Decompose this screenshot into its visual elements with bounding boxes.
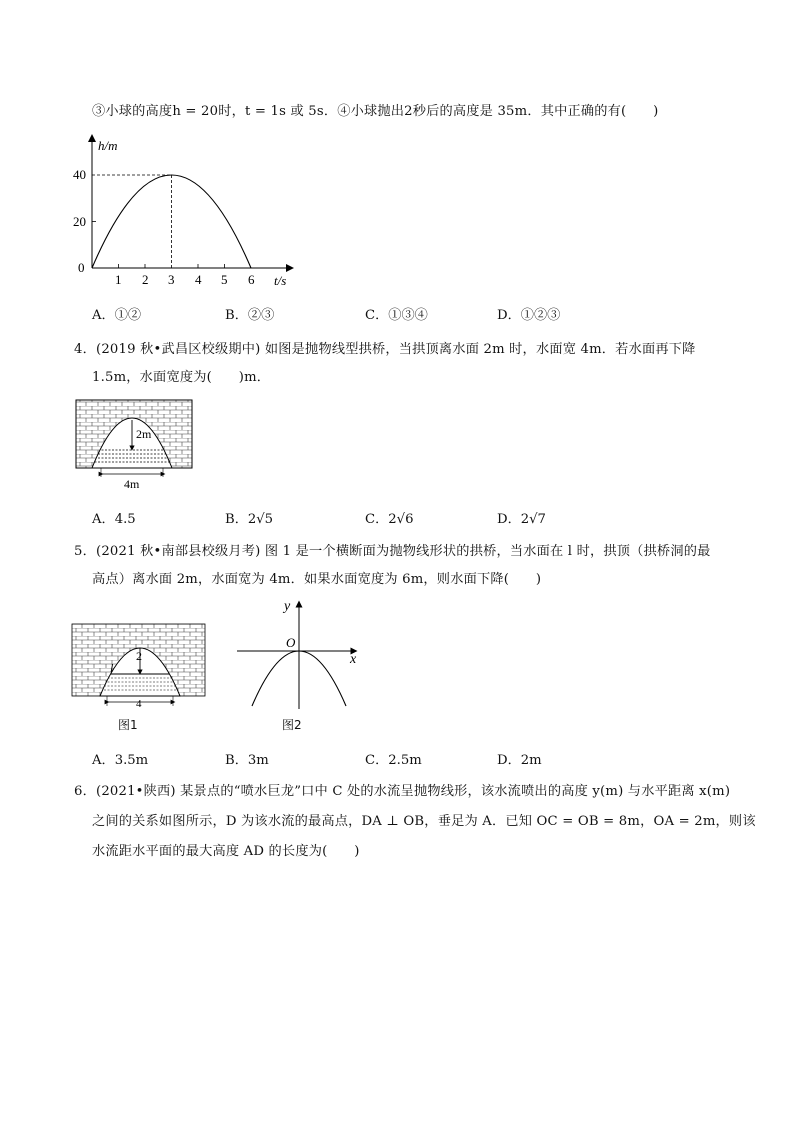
- y-tick-40: 40: [73, 167, 86, 182]
- x-axis-label: x: [350, 652, 357, 667]
- x-axis-label: t/s: [274, 273, 287, 288]
- q6-stem-line2: 之间的关系如图所示，D 为该水流的最高点，DA ⊥ OB，垂足为 A．已知 OC = OB = 8m，OA = 2m，则该: [92, 814, 756, 829]
- q3-option-b: B．②③: [225, 308, 275, 323]
- y-tick-20: 20: [73, 214, 86, 229]
- q4-option-d: D．2√7: [497, 512, 546, 527]
- q4-width-label: 4m: [124, 477, 140, 490]
- x-tick-6: 6: [248, 272, 255, 287]
- q5-option-a: A．3.5m: [92, 753, 149, 768]
- q5-width-label: 4: [136, 698, 142, 710]
- q5-height-label: 2: [136, 649, 142, 663]
- q4-stem-line1: 4．(2019 秋•武昌区校级期中) 如图是抛物线型拱桥，当拱顶离水面 2m 时，水面宽 4m．若水面再下降: [74, 342, 696, 357]
- q5-figure1-caption: 图1: [118, 718, 138, 732]
- q4-bridge-figure: [74, 398, 194, 490]
- q3-option-d: D．①②③: [497, 308, 561, 323]
- q5-option-d: D．2m: [497, 753, 542, 768]
- y-axis-label: h/m: [98, 138, 118, 153]
- x-tick-2: 2: [142, 272, 149, 287]
- q4-option-c: C．2√6: [365, 512, 414, 527]
- q3-height-time-graph: [60, 130, 320, 290]
- q5-figure2-caption: 图2: [282, 718, 302, 732]
- x-tick-4: 4: [195, 272, 202, 287]
- x-tick-5: 5: [221, 272, 228, 287]
- q3-option-c: C．①③④: [365, 308, 428, 323]
- x-tick-3: 3: [168, 272, 175, 287]
- q3-stem-tail: ③小球的高度h = 20时，t = 1s 或 5s．④小球抛出2秒后的高度是 35m．其中正确的有( ): [92, 104, 659, 119]
- q5-figure1-bridge: [70, 620, 210, 710]
- q6-stem-line1: 6．(2021•陕西) 某景点的“喷水巨龙”口中 C 处的水流呈抛物线形，该水流喷出的高度 y(m) 与水平距离 x(m): [74, 784, 731, 799]
- q4-option-b: B．2√5: [225, 512, 274, 527]
- y-tick-0: 0: [78, 260, 85, 275]
- y-axis-label: y: [284, 599, 291, 614]
- q4-stem-line2: 1.5m，水面宽度为( )m．: [92, 370, 271, 385]
- q5-option-b: B．3m: [225, 753, 269, 768]
- q5-stem-line2: 高点）离水面 2m，水面宽为 4m．如果水面宽度为 6m，则水面下降( ): [92, 572, 542, 587]
- q4-option-a: A．4.5: [92, 512, 136, 527]
- q4-height-label: 2m: [136, 427, 152, 441]
- q5-water-label: l: [110, 661, 114, 675]
- x-tick-1: 1: [115, 272, 122, 287]
- q5-figure2-axes: [232, 596, 368, 711]
- origin-label: O: [286, 635, 296, 650]
- q3-option-a: A．①②: [92, 308, 142, 323]
- q5-stem-line1: 5．(2021 秋•南部县校级月考) 图 1 是一个横断面为抛物线形状的拱桥，当水面在 l 时，拱顶（拱桥洞的最: [74, 544, 711, 559]
- q6-stem-line3: 水流距水平面的最大高度 AD 的长度为( ): [92, 844, 360, 859]
- q5-option-c: C．2.5m: [365, 753, 422, 768]
